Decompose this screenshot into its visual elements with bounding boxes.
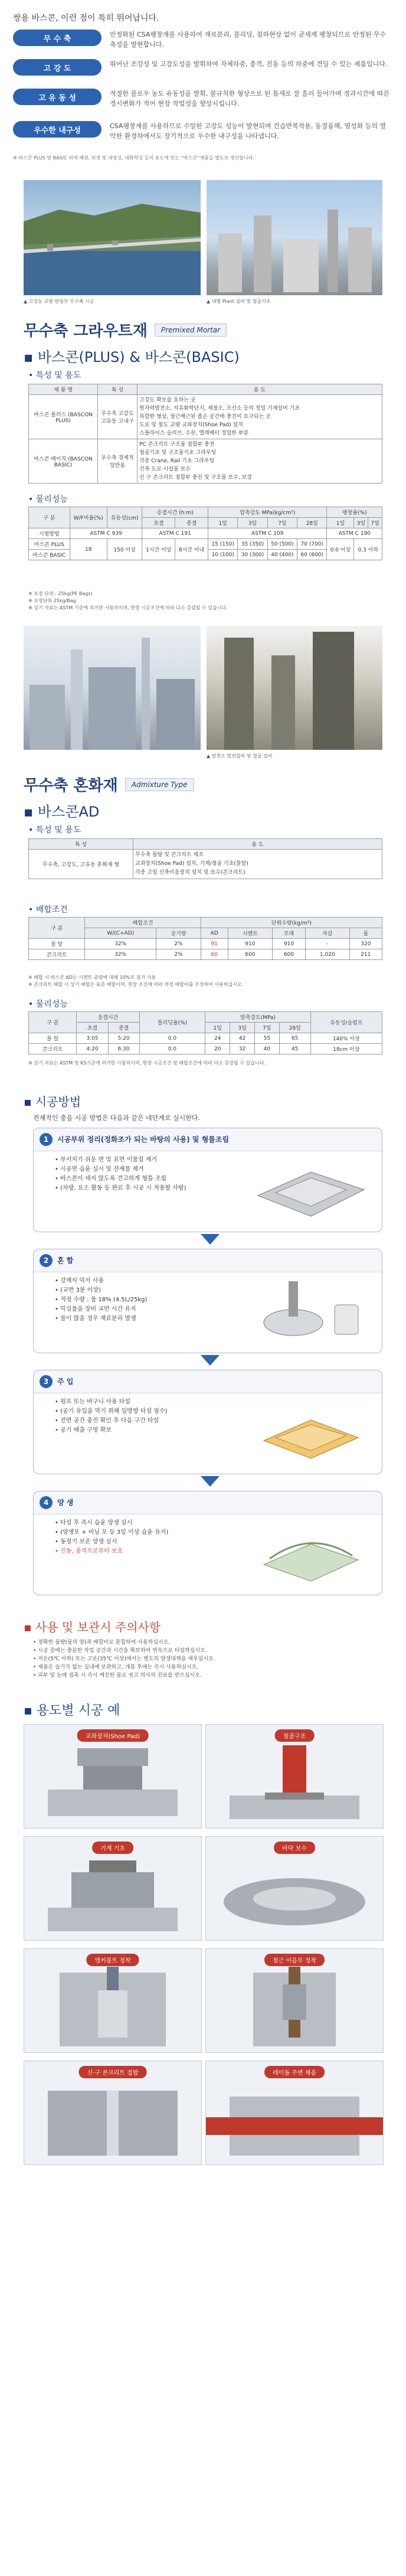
bullet-icon: •	[28, 1000, 34, 1009]
step-item: • 강제식 믹서 사용	[55, 1276, 250, 1286]
application-label: 철골구조	[275, 1729, 315, 1742]
table-cell	[133, 850, 382, 879]
grout-uses-table	[28, 384, 382, 484]
table-cell: 50 (500)	[267, 539, 297, 550]
table-cell: 35 (350)	[238, 539, 267, 550]
admix-mix-note	[28, 974, 382, 988]
application-card	[205, 2061, 384, 2165]
table-cell: 무수축, 고강도, 고유동 혼화재 형	[29, 850, 133, 879]
application-label: 앵커볼트 정착	[86, 1954, 139, 1966]
table-row	[29, 939, 382, 949]
application-label: 기계 기초	[92, 1842, 133, 1854]
table-header: 단위수량(kg/m³)	[201, 918, 382, 928]
table-header: W/F비율(%)	[70, 507, 107, 528]
table-cell: 600	[228, 949, 273, 960]
step-name: 혼 합	[57, 1256, 74, 1265]
table-cell: 10 (100)	[208, 550, 237, 560]
caution-title	[24, 1618, 161, 1635]
step-name: 시공부위 정리(정화조가 되는 바탕의 사용) 및 형틀조립	[57, 1135, 230, 1144]
table-cell: 바스콘 PLUS	[29, 539, 70, 550]
step-name: 양 생	[57, 1498, 74, 1507]
table-cell: 0.3 이하	[354, 539, 382, 560]
table-cell: 60 (600)	[297, 550, 327, 560]
step-item: • 바스콘이 새지 않도록 견고하게 형틀 조립	[55, 1174, 250, 1184]
table-cell: 3:05	[77, 1033, 108, 1044]
plant-photo	[207, 180, 382, 295]
application-label: 철근 이음부 정착	[264, 1954, 325, 1966]
table-row	[29, 395, 382, 439]
table-cell: 70 (700)	[297, 539, 327, 550]
power-plant-illustration	[24, 626, 201, 750]
step-number: 2	[40, 1254, 53, 1267]
table-header: 자갈	[305, 928, 349, 939]
admix-props-note: ※ 상기 자료는 ASTM 및 KS기준에 의거한 시험치이며, 현장 시공조건 및 배합조건에 따라 다소 증감될 수 있습니다.	[28, 1060, 266, 1066]
feature-text: 뛰어난 조강성 및 고강도성을 발휘하여 자체하중, 충격, 진동 등의 하중에 견딜 수 있는 제품입니다.	[110, 60, 388, 68]
step-item: • 펌프 또는 바구니 사용 타설	[55, 1398, 250, 1407]
subtitle-text: 물리성능	[35, 495, 68, 504]
table-header: AD	[201, 928, 228, 939]
grout-uses-subtitle	[28, 369, 81, 381]
table-header: W/(C+AD)	[85, 928, 156, 939]
table-header: 7일	[368, 518, 382, 528]
table-cell: 5:20	[108, 1033, 139, 1044]
step-item: • 공기 배출 구멍 확보	[55, 1426, 250, 1435]
bullet-icon: •	[28, 825, 34, 835]
table-header: 시멘트	[228, 928, 273, 939]
admix-product-name	[24, 800, 99, 821]
admix-props-subtitle	[28, 998, 68, 1010]
feature-high-fluidity	[13, 89, 391, 109]
table-cell: 55	[254, 1033, 279, 1044]
table-header: 1일	[205, 1023, 230, 1033]
table-cell	[137, 439, 382, 484]
table-cell: ASTM C 190	[327, 528, 382, 539]
table-cell: 무수축 경제적 일반용	[98, 439, 137, 484]
note-line: ※ 포장단위 25kg/Bag	[28, 598, 76, 603]
caution-item: • 저온(5℃ 이하) 또는 고온(35℃ 이상)에서는 별도의 양생대책을 세우십시오.	[33, 1656, 215, 1662]
step-arrow-icon	[201, 1234, 220, 1245]
application-label: 교좌장치(Shoe Pad)	[77, 1729, 149, 1742]
table-cell: 바스콘 플러스 (BASCON PLUS)	[29, 395, 98, 439]
step-item: • 부서지기 쉬운 면 및 표면 이물질 제거	[55, 1155, 250, 1165]
table-cell	[137, 395, 382, 439]
step-items	[55, 1155, 250, 1193]
feature-text: 적절한 플로우 농도 유동성을 발휘, 불규칙한 형상으로 된 틈새로 잘 흘러 들어가며 경과시간에 따른 경시변화가 적어 현장 작업성을 향상시킵니다.	[110, 90, 389, 107]
use-item: 건축·도로·시설물 보수	[139, 466, 191, 472]
use-item: 무수축 물탕 및 콘크리트 제조	[135, 852, 204, 858]
step-item: • 동절기 보온 양생 실시	[55, 1537, 250, 1547]
use-item: 각종 고밀 신축이음장치 설치 및 보수(콘크리트)	[135, 870, 245, 876]
feature-label: 무 수 축	[13, 30, 102, 46]
table-header: 응결시간	[77, 1012, 139, 1023]
step-item: • (교반 3분 이상)	[55, 1286, 250, 1295]
table-cell: 42	[230, 1033, 255, 1044]
table-cell: 20	[205, 1044, 230, 1054]
photo-caption: ▲ 대형 Plant 설비 및 철골기초	[207, 299, 271, 304]
step-item: • 전면 공간 충진 확인 후 다음 구간 타설	[55, 1416, 250, 1426]
table-cell: 1,020	[305, 949, 349, 960]
step-number: 4	[40, 1496, 53, 1509]
use-item: 스플라이스 슬리브, 수문, 엘레베터 정밀한 부분	[139, 430, 249, 436]
admix-props-table	[28, 1011, 382, 1054]
howto-title	[24, 1092, 81, 1109]
subtitle-text: 특성 및 용도	[35, 825, 81, 835]
power-plant-photo	[24, 626, 201, 750]
table-cell: 콘크리트	[29, 949, 85, 960]
bullet-icon: ▪	[24, 804, 34, 820]
table-header: 응결시간 (h:m)	[142, 507, 208, 518]
table-header: 구 분	[29, 918, 85, 939]
step-item: • (공기 유입을 막기 위해 일방향 타설 필수)	[55, 1407, 250, 1416]
table-row	[29, 1044, 382, 1054]
application-card	[24, 1724, 202, 1829]
caution-item: • 정확한 물량(물의 양)과 배합비로 혼합하여 사용하십시오.	[33, 1640, 171, 1645]
table-header: 3일	[230, 1023, 255, 1033]
table-header: 3일	[354, 518, 368, 528]
grout-product-name	[24, 345, 240, 366]
note-line: ※ 포장 단위 : 25kg(PE Bags)	[28, 591, 93, 596]
caution-item: • 제품은 습기가 없는 실내에 보관하고, 개봉 후에는 즉시 사용하십시오.	[33, 1664, 199, 1670]
table-header: 압축강도 MPa(kg/cm²)	[208, 507, 327, 518]
table-cell: 60	[201, 949, 228, 960]
table-cell: 2%	[156, 949, 201, 960]
use-item: 각종 Crane, Rail 기초 그라우팅	[139, 458, 215, 464]
table-cell: 150 이상	[107, 539, 142, 560]
table-header: 초결	[77, 1023, 108, 1033]
product-name: 바스콘(PLUS) & 바스콘(BASIC)	[37, 349, 240, 365]
table-header: 초결	[142, 518, 175, 528]
intro-text: 쌍용 바스콘, 이런 점이 특히 뛰어납니다.	[13, 14, 159, 23]
step-items	[55, 1276, 250, 1324]
step-header	[34, 1249, 382, 1272]
table-cell: 바스콘 베이직 (BASCON BASIC)	[29, 439, 98, 484]
subtitle-text: 특성 및 용도	[35, 371, 81, 380]
table-cell: 32%	[85, 939, 156, 949]
table-header: 특 성	[29, 839, 133, 850]
table-cell: 140% 이상	[310, 1033, 382, 1044]
table-cell: 콘크리트	[29, 1044, 77, 1054]
product-name: 바스콘AD	[37, 804, 100, 820]
table-header: 구 분	[29, 1012, 77, 1033]
table-cell: 6:30	[108, 1044, 139, 1054]
table-header: 배합조건	[85, 918, 201, 928]
table-cell: 몰 탈	[29, 939, 85, 949]
use-item: 교좌장치(Shoe Pad) 설치, 기계/철골 기초(몰탈)	[135, 861, 248, 867]
pouring-illustration	[252, 1396, 370, 1464]
intro-note: ※ 바스콘 PLUS 및 BASIC 외에 해양, 위생 및 내염성, 내화학성 등의 용도에 맞는 ''바스콘''제품을 별도로 생산합니다.	[13, 155, 255, 161]
step-header	[34, 1491, 382, 1514]
table-cell: 시험방법	[29, 528, 70, 539]
photo-caption: ▲ 고성능 교량 받침부 무수축 시공	[24, 299, 94, 304]
grout-props-note	[28, 590, 382, 612]
howto-step-1	[33, 1128, 382, 1232]
note-line: ※ 콘크리트 배합 시 상기 배합은 표준 배합이며, 현장 조건에 따라 적정 배합비를 조정하여 사용하십시오.	[28, 982, 244, 987]
admix-mix-subtitle	[28, 903, 68, 915]
table-cell: ASTM C 939	[70, 528, 142, 539]
table-cell: 18cm 이상	[310, 1044, 382, 1054]
table-row	[29, 850, 382, 879]
application-label: 바닥 보수	[274, 1842, 315, 1854]
table-header: 물	[349, 928, 382, 939]
applications-title	[24, 1700, 120, 1719]
step-number: 1	[40, 1133, 53, 1146]
table-cell: 30 (300)	[238, 550, 267, 560]
application-card	[205, 1948, 384, 2053]
table-row	[29, 528, 382, 539]
table-row	[29, 1033, 382, 1044]
section-title-ko: 무수축 그라우트재	[24, 322, 148, 340]
table-cell: 15 (150)	[208, 539, 237, 550]
feature-no-shrink	[13, 30, 391, 50]
table-header: 팽창율(%)	[327, 507, 382, 518]
feature-label: 고 강 도	[13, 59, 102, 76]
use-item: PC 콘크리트 구조물 접합부 충전	[139, 442, 215, 448]
application-label: 레이돔 주변 채움	[264, 2066, 325, 2078]
table-cell: 바스콘 BASIC	[29, 550, 70, 560]
step-item: • (차량, 요소 활동 등 완료 후 시공 시 적용할 사람)	[55, 1184, 250, 1193]
feature-durability	[13, 121, 391, 141]
step-number: 3	[40, 1375, 53, 1388]
table-row	[29, 439, 382, 484]
subtitle-text: 배합조건	[35, 905, 68, 915]
table-header: 종결	[108, 1023, 139, 1033]
table-cell: 8시간 이내	[175, 539, 208, 560]
howto-step-3	[33, 1370, 382, 1474]
application-card	[205, 1724, 384, 1829]
mixer-illustration	[252, 1275, 370, 1343]
bridge-illustration	[24, 180, 201, 295]
table-header: 7일	[267, 518, 297, 528]
grout-section-title	[24, 319, 378, 341]
section-title-en: Admixture Type	[125, 778, 194, 791]
howto-step-2	[33, 1249, 382, 1353]
feature-label: 고 유 동 성	[13, 89, 102, 105]
table-header: 용 도	[133, 839, 382, 850]
table-header: 1일	[208, 518, 237, 528]
table-row	[29, 539, 382, 550]
table-cell: 32	[230, 1044, 255, 1054]
table-cell: -	[305, 939, 349, 949]
table-cell: 910	[273, 939, 306, 949]
caution-item: • 시공 중에는 충분한 작업 공간과 시간을 확보하여 연속으로 타설하십시오.	[33, 1648, 207, 1654]
table-cell: 45	[279, 1044, 310, 1054]
table-cell: 1시간 이상	[142, 539, 175, 560]
table-header: 제 품 명	[29, 384, 98, 395]
plant-illustration	[207, 180, 382, 295]
step-item: • (양생포 + 비닐 포 등 3일 이상 습윤 유지)	[55, 1528, 250, 1537]
use-item: 원자력발전소, 석유화학단지, 제철소, 조선소 등의 정밀 기계설비 기초	[139, 406, 300, 412]
feature-text: CSA팽창재를 사용하므로 수밀한 고강도 성능이 발현되며 건습반복작용, 동결융해, 염성화 등의 열악한 환경하에서도 장기적으로 우수한 내구성을 나타냅니다.	[110, 122, 387, 140]
table-cell: 0.0	[139, 1044, 205, 1054]
step-items	[55, 1398, 250, 1435]
bullet-icon: ▪	[24, 1703, 32, 1718]
feature-label: 우수한 내구성	[13, 121, 102, 138]
table-header: 3일	[238, 518, 267, 528]
table-cell: 무수축 고강도 고유동 고내구	[98, 395, 137, 439]
grout-props-subtitle	[28, 493, 68, 505]
table-cell: 24	[205, 1033, 230, 1044]
use-item: 신 구 콘크리트 접합부 충진 및 구조물 보수, 보강	[139, 475, 252, 481]
admix-section-title	[24, 773, 378, 795]
table-header: 구 분	[29, 507, 70, 528]
table-row	[29, 949, 382, 960]
step-item: • 물이 많을 경우 재료분리 발생	[55, 1314, 250, 1324]
table-cell: 32%	[85, 949, 156, 960]
bridge-photo	[24, 180, 201, 295]
bullet-icon: •	[28, 905, 34, 915]
section-title-en: Premixed Mortar	[155, 324, 227, 337]
table-cell: 18	[70, 539, 107, 560]
table-header: 28일	[297, 518, 327, 528]
table-header: 28일	[279, 1023, 310, 1033]
table-cell: 91	[201, 939, 228, 949]
table-cell: ASTM C 109	[208, 528, 327, 539]
note-line: ※ 상기 자료는 ASTM 기준에 의거한 시험치이며, 현장 시공조건에 따라 다소 증감될 수 있습니다.	[28, 605, 228, 610]
step-item: • 적정 수량 : 물 18% (4.5L/25kg)	[55, 1295, 250, 1305]
use-item: 철골기초 및 구조물기초 그라우팅	[139, 450, 217, 456]
table-header: 블리딩율(%)	[139, 1012, 205, 1033]
step-item: • 진동, 충격으로부터 보호	[55, 1547, 250, 1556]
table-cell: 600	[273, 949, 306, 960]
table-cell: 0.0 이상	[327, 539, 354, 560]
admix-uses-table	[28, 838, 382, 879]
use-item: 고강도 확보를 요하는 곳	[139, 397, 196, 403]
table-header: 1일	[327, 518, 354, 528]
table-header: 압축강도(MPa)	[205, 1012, 310, 1023]
howto-step-4	[33, 1491, 382, 1595]
application-card	[205, 1836, 384, 1941]
step-arrow-icon	[201, 1476, 220, 1487]
table-cell: ASTM C 191	[142, 528, 208, 539]
table-header: 공기량	[156, 928, 201, 939]
howto-desc: 전체적인 충을 시공 방법은 다음과 같은 네단계로 실시한다.	[33, 1114, 200, 1122]
table-cell: 211	[349, 949, 382, 960]
bullet-icon: ▪	[24, 1620, 32, 1634]
step-name: 주 입	[57, 1377, 74, 1386]
application-card	[24, 2061, 202, 2165]
subtitle-text: 물리성능	[35, 1000, 68, 1009]
caution-title-text: 사용 및 보관시 주의사항	[35, 1620, 161, 1634]
grout-props-table	[28, 507, 382, 560]
applications-title-text: 용도별 시공 예	[36, 1703, 120, 1718]
bullet-icon: ▪	[24, 1095, 32, 1109]
table-header: 유동성(cm)	[107, 507, 142, 528]
table-header: 7일	[254, 1023, 279, 1033]
bullet-icon: •	[28, 495, 34, 504]
step-item: • 믹싱물을 장비 교반 시간 유지	[55, 1305, 250, 1314]
step-items	[55, 1519, 250, 1556]
step-arrow-icon	[201, 1355, 220, 1366]
caution-list	[33, 1638, 381, 1680]
admix-uses-subtitle	[28, 824, 81, 835]
table-header: 특 성	[98, 384, 137, 395]
formwork-illustration	[252, 1154, 370, 1222]
steel-structure-photo	[207, 626, 382, 750]
use-item: 복합한 형상, 철근배근된 좁은 공간에 충진이 요구되는 곳	[139, 414, 271, 420]
caution-item: • 피부 및 눈에 접촉 시 즉시 깨끗한 물로 씻고 의사의 진료를 받으십시오.	[33, 1673, 202, 1679]
bullet-icon: ▪	[24, 349, 34, 365]
note-line: ※ 배합 시 바스콘 AD는 시멘트 중량에 대해 10%로 첨가 사용	[28, 975, 156, 980]
feature-high-strength	[13, 59, 391, 76]
photo-caption: ▲ 발전소 발전설비 및 철골 설비	[207, 753, 273, 759]
bullet-icon: •	[28, 371, 34, 380]
step-item: • 시공면 습윤 실시 및 잔재물 제거	[55, 1165, 250, 1174]
curing-illustration	[252, 1517, 370, 1585]
table-cell: 4:20	[77, 1044, 108, 1054]
table-cell: 0.0	[139, 1033, 205, 1044]
use-item: 도로 및 철도 교량 교좌장치(Shoe Pad) 설치	[139, 422, 243, 428]
howto-title-text: 시공방법	[35, 1095, 81, 1109]
table-cell: 몰 탈	[29, 1033, 77, 1044]
section-title-ko: 무수축 혼화재	[24, 777, 118, 795]
table-cell: 2%	[156, 939, 201, 949]
application-card	[24, 1836, 202, 1941]
feature-text: 안정화된 CSA팽창재를 사용하여 재료분리, 블리딩, 침하현상 없이 균세계 팽창되므로 안정된 무수축성을 발현합니다.	[110, 31, 387, 48]
admix-mix-table	[28, 917, 382, 960]
table-header: 용 도	[137, 384, 382, 395]
table-cell: 40 (400)	[267, 550, 297, 560]
table-cell: 910	[228, 939, 273, 949]
application-label: 신·구 콘크리트 접합	[79, 2066, 147, 2078]
table-cell: 40	[254, 1044, 279, 1054]
step-header	[34, 1370, 382, 1393]
steel-structure-illustration	[207, 626, 382, 750]
table-header: 모래	[273, 928, 306, 939]
step-item: • 타설 후 즉시 습윤 양생 실시	[55, 1519, 250, 1528]
table-header: 종결	[175, 518, 208, 528]
application-card	[24, 1948, 202, 2053]
table-cell: 320	[349, 939, 382, 949]
table-cell: 65	[279, 1033, 310, 1044]
table-header: 유동성/슬럼프	[310, 1012, 382, 1033]
